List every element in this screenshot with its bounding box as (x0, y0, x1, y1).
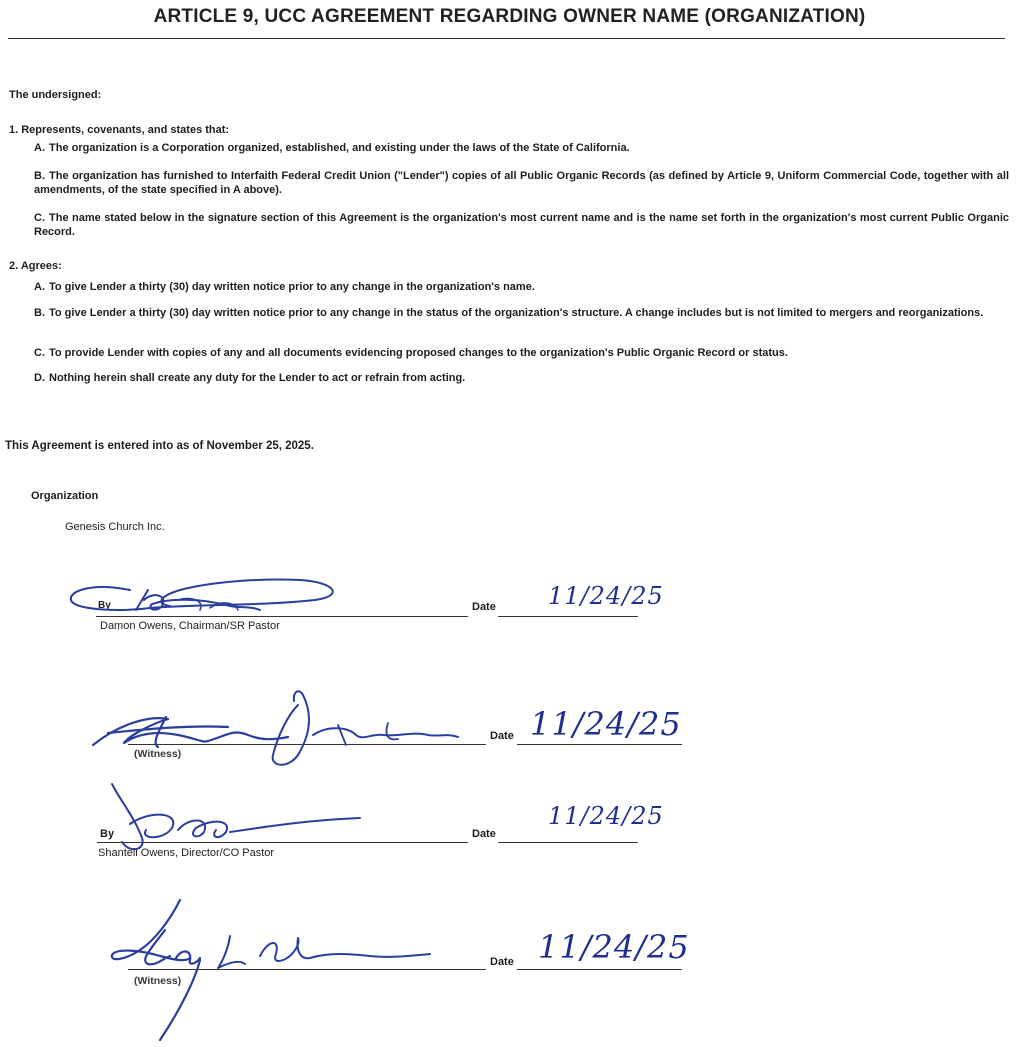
organization-label: Organization (31, 490, 99, 502)
date-label: Date (472, 601, 496, 613)
clause-text: To provide Lender with copies of any and all documents evidencing proposed changes to the organization's Public Organic Record or status. (49, 347, 788, 359)
clause-1c (34, 211, 1009, 239)
signature-block-2 (0, 685, 1019, 765)
date-line (517, 969, 682, 970)
effective-date-statement: This Agreement is entered into as of November 25, 2025. (5, 440, 314, 452)
clause-label: D. (34, 372, 45, 384)
clause-label: C. (34, 347, 45, 359)
date-label: Date (490, 730, 514, 742)
by-label: By (98, 600, 111, 611)
handwritten-date: 11/24/25 (530, 705, 682, 743)
signer-name: Damon Owens, Chairman/SR Pastor (100, 620, 280, 632)
clause-label: B. (34, 170, 45, 182)
title-underline (8, 38, 1005, 39)
document-title: ARTICLE 9, UCC AGREEMENT REGARDING OWNER NAME (ORGANIZATION) (153, 6, 866, 27)
section-2-heading: 2. Agrees: (9, 260, 62, 272)
date-line (498, 616, 638, 617)
clause-text: To give Lender a thirty (30) day written notice prior to any change in the organization's name. (49, 281, 535, 293)
organization-name: Genesis Church Inc. (65, 521, 165, 533)
clause-text: The organization is a Corporation organized, established, and existing under the laws of the State of California. (49, 142, 630, 154)
witness-label: (Witness) (134, 748, 182, 760)
handwritten-date: 11/24/25 (548, 802, 664, 830)
signature-francesco-witness (88, 685, 468, 775)
by-label: By (100, 828, 115, 840)
clause-label: C. (34, 212, 45, 224)
clause-text: The name stated below in the signature section of this Agreement is the organization's most current name and is the name set forth in the organization's most current Public Organic Record. (34, 212, 1009, 238)
section-1-heading: 1. Represents, covenants, and states that: (9, 124, 230, 136)
signature-shantell-owens (100, 780, 380, 870)
date-line (498, 842, 638, 843)
clause-1a (34, 141, 1009, 155)
signature-block-3 (0, 780, 1019, 860)
clause-text: Nothing herein shall create any duty for the Lender to act or refrain from acting. (49, 372, 466, 384)
clause-label: B. (34, 307, 45, 319)
signature-block-4 (0, 900, 1019, 1040)
clause-label: A. (34, 142, 45, 154)
witness-label: (Witness) (134, 975, 182, 987)
clause-text: To give Lender a thirty (30) day written notice prior to any change in the status of the organization's structure. A change includes but is not limited to mergers and reorganizations. (49, 307, 984, 319)
handwritten-date: 11/24/25 (548, 582, 664, 610)
handwritten-date: 11/24/25 (538, 928, 690, 966)
signature-witness-2 (100, 900, 440, 1045)
clause-2d (34, 371, 1009, 385)
signature-block-1 (0, 570, 1019, 640)
clause-2c (34, 346, 1009, 360)
clause-label: A. (34, 281, 45, 293)
signer-name: Shantell Owens, Director/CO Pastor (98, 847, 275, 859)
date-label: Date (490, 956, 514, 968)
clause-1b (34, 169, 1009, 197)
date-label: Date (472, 828, 496, 840)
intro-text: The undersigned: (9, 89, 102, 101)
clause-text: The organization has furnished to Interfaith Federal Credit Union ("Lender") copies of all Public Organic Records (as defined by Article 9, Uniform Commercial Code, together with all amendments, of the state specified in A above). (34, 170, 1009, 196)
clause-2a (34, 280, 1009, 294)
clause-2b (34, 306, 1009, 320)
date-line (517, 744, 682, 745)
signature-damon-owens (60, 570, 360, 630)
